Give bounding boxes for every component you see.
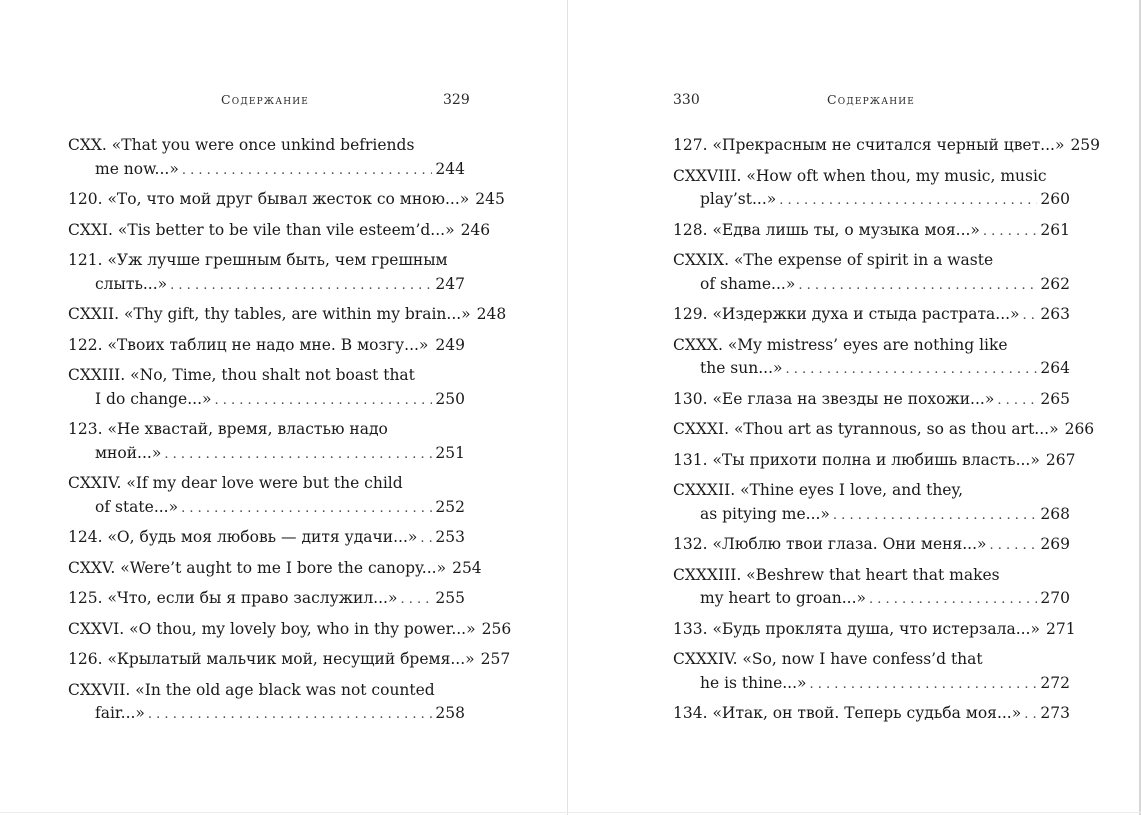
toc-entry-line — [673, 388, 1070, 413]
toc-entry — [68, 557, 482, 582]
page-number: 329 — [443, 92, 470, 108]
toc-entry-line — [68, 273, 465, 298]
toc-entry — [673, 219, 1070, 244]
toc-entry-line — [673, 479, 1070, 503]
page-edge — [0, 812, 1141, 813]
toc-entry — [673, 418, 1095, 443]
dot-leader — [148, 703, 433, 727]
toc-page-number: 267 — [1045, 450, 1076, 469]
toc-entry-line — [68, 188, 505, 213]
toc-entry-title: my heart to groan...» — [700, 589, 866, 607]
toc-entry-line — [673, 648, 1070, 672]
toc-entry-line — [68, 496, 465, 521]
dot-leader — [182, 159, 433, 183]
toc-entry-line — [68, 526, 465, 551]
toc-page-number: 268 — [1040, 504, 1070, 523]
toc-page-number: 254 — [452, 558, 482, 577]
toc-page-number: 270 — [1040, 589, 1070, 607]
toc-page-number: 246 — [460, 220, 491, 239]
toc-entry — [68, 219, 491, 244]
toc-entry-title: 130. «Ее глаза на звезды не похожи...» — [673, 389, 995, 408]
toc-entry-title: CXXX. «My mistress’ eyes are nothing like — [673, 335, 1008, 354]
toc-entry-title: мной...» — [95, 443, 162, 462]
toc-entry-line — [68, 702, 465, 727]
toc-entry-title: CXXI. «Tis better to be vile than vile esteem’d...» — [68, 220, 455, 239]
toc-entry-title: of shame...» — [700, 274, 796, 293]
toc-entry-title: play’st...» — [700, 190, 777, 208]
toc-entry-title: 133. «Будь проклята душа, что истерзала...» — [673, 619, 1040, 638]
dot-leader — [869, 588, 1037, 612]
toc-entry-line — [68, 249, 465, 273]
table-of-contents — [68, 134, 512, 733]
toc-page-number: 262 — [1040, 274, 1070, 293]
dot-leader — [400, 588, 432, 612]
dot-leader — [990, 534, 1038, 558]
toc-entry-line — [673, 165, 1070, 189]
toc-entry-title: CXXXII. «Thine eyes I love, and they, — [673, 481, 964, 499]
toc-entry-title: fair...» — [95, 704, 145, 722]
toc-entry-line — [68, 618, 512, 643]
toc-entry-line — [673, 249, 1070, 273]
toc-entry-line — [68, 587, 465, 612]
dot-leader — [170, 274, 432, 298]
toc-page-number: 256 — [481, 619, 512, 638]
toc-entry-line — [68, 219, 491, 244]
toc-entry-title: CXXXIV. «So, now I have confess’d that — [673, 650, 983, 668]
toc-entry — [68, 618, 512, 643]
toc-entry-line — [68, 418, 465, 442]
toc-entry-title: CXXII. «Thy gift, thy tables, are within my brain...» — [68, 305, 471, 323]
toc-entry — [673, 618, 1076, 643]
toc-entry-title: CXXXI. «Thou art as tyrannous, so as thou art...» — [673, 420, 1059, 438]
toc-entry — [68, 303, 507, 328]
toc-entry-line — [673, 587, 1070, 612]
toc-page-number: 271 — [1045, 619, 1076, 638]
dot-leader — [833, 504, 1037, 528]
toc-entry-title: he is thine...» — [700, 673, 807, 692]
toc-entry-line — [673, 357, 1070, 382]
dot-leader — [779, 189, 1037, 213]
toc-entry-title: 129. «Издержки духа и стыда растрата...» — [673, 305, 1020, 323]
toc-entry — [673, 648, 1070, 696]
toc-entry — [673, 479, 1070, 527]
toc-entry-title: CXX. «That you were once unkind befriends — [68, 136, 415, 154]
toc-page-number: 269 — [1040, 535, 1070, 553]
toc-entry — [68, 188, 505, 213]
toc-entry-title: CXXIII. «No, Time, thou shalt not boast that — [68, 366, 415, 384]
toc-page-number: 266 — [1064, 420, 1095, 438]
toc-entry-line — [673, 134, 1101, 159]
toc-entry — [68, 334, 465, 359]
toc-entry-line — [673, 188, 1070, 213]
toc-entry-title: 134. «Итак, он твой. Теперь судьба моя...» — [673, 704, 1022, 722]
right-page — [568, 0, 1141, 815]
toc-entry-title: CXXVIII. «How oft when thou, my music, music — [673, 166, 1047, 185]
toc-entry — [673, 249, 1070, 297]
toc-entry — [673, 564, 1070, 612]
toc-entry-title: 120. «То, что мой друг бывал жесток со мною...» — [68, 190, 470, 208]
toc-entry-line — [673, 564, 1070, 588]
toc-entry-line — [673, 449, 1076, 474]
toc-entry — [68, 249, 465, 297]
dot-leader — [997, 389, 1037, 413]
toc-entry-line — [68, 557, 482, 582]
toc-entry-title: CXXVI. «O thou, my lovely boy, who in thy power...» — [68, 619, 476, 638]
toc-entry-line — [673, 273, 1070, 298]
toc-entry-title: CXXIX. «The expense of spirit in a waste — [673, 251, 994, 269]
toc-entry — [673, 303, 1070, 328]
dot-leader — [420, 527, 432, 551]
toc-page-number: 248 — [476, 305, 507, 323]
toc-entry-title: as pitying me...» — [700, 504, 830, 523]
toc-page-number: 258 — [435, 704, 465, 722]
toc-entry-title: me now...» — [95, 159, 179, 178]
dot-leader — [431, 335, 432, 359]
toc-entry — [68, 472, 465, 520]
dot-leader — [786, 358, 1038, 382]
toc-entry-title: 127. «Прекрасным не считался черный цвет...» — [673, 136, 1065, 154]
toc-entry-line — [68, 388, 465, 413]
dot-leader — [1024, 703, 1037, 727]
toc-entry — [673, 334, 1070, 382]
toc-page-number: 244 — [435, 159, 465, 178]
toc-entry-title: I do change...» — [95, 389, 212, 408]
toc-entry — [673, 533, 1070, 558]
toc-entry-line — [68, 472, 465, 496]
dot-leader — [164, 443, 432, 467]
toc-entry — [68, 134, 465, 182]
toc-entry — [673, 165, 1070, 213]
toc-entry-line — [673, 533, 1070, 558]
toc-page-number: 255 — [435, 589, 465, 607]
toc-entry-line — [68, 303, 507, 328]
toc-entry — [68, 526, 465, 551]
toc-entry-line — [673, 702, 1070, 727]
left-page — [0, 0, 567, 815]
toc-entry — [673, 702, 1070, 727]
toc-entry-title: CXXVII. «In the old age black was not counted — [68, 680, 435, 699]
toc-page-number: 265 — [1040, 389, 1070, 408]
toc-entry-line — [673, 672, 1070, 697]
toc-entry — [68, 418, 465, 466]
toc-page-number: 253 — [435, 528, 465, 546]
dot-leader — [798, 274, 1037, 298]
toc-entry-line — [68, 334, 465, 359]
toc-entry-title: 122. «Твоих таблиц не надо мне. В мозгу...» — [68, 335, 429, 354]
toc-entry-title: the sun...» — [700, 359, 783, 377]
toc-page-number: 252 — [435, 497, 465, 516]
toc-entry-title: CXXXIII. «Beshrew that heart that makes — [673, 565, 1000, 584]
toc-page-number: 251 — [435, 443, 465, 462]
toc-entry — [68, 364, 465, 412]
dot-leader — [1023, 304, 1038, 328]
toc-entry-title: CXXV. «Were’t aught to me I bore the canopy...» — [68, 558, 447, 577]
toc-entry-title: 126. «Крылатый мальчик мой, несущий бремя...» — [68, 650, 475, 668]
toc-entry-line — [68, 158, 465, 183]
running-head: Содержание — [827, 92, 916, 107]
toc-entry-title: 132. «Люблю твои глаза. Они меня...» — [673, 535, 987, 553]
toc-entry — [673, 449, 1076, 474]
table-of-contents — [673, 134, 1101, 733]
dot-leader — [810, 673, 1038, 697]
toc-page-number: 273 — [1040, 704, 1070, 722]
toc-entry-title: 131. «Ты прихоти полна и любишь власть...» — [673, 450, 1040, 469]
toc-page-number: 263 — [1040, 305, 1070, 323]
toc-entry-line — [673, 303, 1070, 328]
toc-entry-title: 124. «О, будь моя любовь — дитя удачи...» — [68, 528, 418, 546]
toc-entry — [68, 648, 511, 673]
toc-entry-title: 125. «Что, если бы я право заслужил...» — [68, 589, 398, 607]
toc-entry-line — [673, 219, 1070, 244]
toc-page-number: 257 — [480, 650, 511, 668]
dot-leader — [181, 497, 432, 521]
toc-entry-title: CXXIV. «If my dear love were but the child — [68, 474, 403, 492]
toc-page-number: 259 — [1070, 136, 1101, 154]
running-head: Содержание — [221, 92, 310, 107]
toc-page-number: 264 — [1040, 359, 1070, 377]
toc-entry-line — [673, 418, 1095, 443]
toc-entry — [673, 388, 1070, 413]
toc-page-number: 250 — [435, 389, 465, 408]
toc-page-number: 247 — [435, 274, 465, 293]
toc-page-number: 249 — [435, 335, 465, 354]
toc-page-number: 260 — [1040, 190, 1070, 208]
toc-entry-title: 123. «Не хвастай, время, властью надо — [68, 420, 388, 438]
toc-entry-line — [673, 503, 1070, 528]
toc-entry — [673, 134, 1101, 159]
toc-entry — [68, 679, 465, 727]
toc-entry-line — [68, 442, 465, 467]
toc-entry-title: 128. «Едва лишь ты, о музыка моя...» — [673, 220, 980, 239]
toc-page-number: 245 — [475, 190, 505, 208]
toc-page-number: 261 — [1040, 220, 1070, 239]
toc-entry-line — [68, 134, 465, 158]
toc-entry — [68, 587, 465, 612]
toc-entry-line — [68, 364, 465, 388]
toc-entry-title: of state...» — [95, 497, 179, 516]
toc-entry-line — [673, 618, 1076, 643]
toc-page-number: 272 — [1040, 673, 1070, 692]
toc-entry-line — [673, 334, 1070, 358]
toc-entry-line — [68, 648, 511, 673]
toc-entry-title: слыть...» — [95, 274, 168, 293]
dot-leader — [983, 220, 1038, 244]
page-number: 330 — [673, 92, 700, 108]
dot-leader — [214, 389, 432, 413]
toc-entry-line — [68, 679, 465, 703]
toc-entry-title: 121. «Уж лучше грешным быть, чем грешным — [68, 251, 448, 269]
